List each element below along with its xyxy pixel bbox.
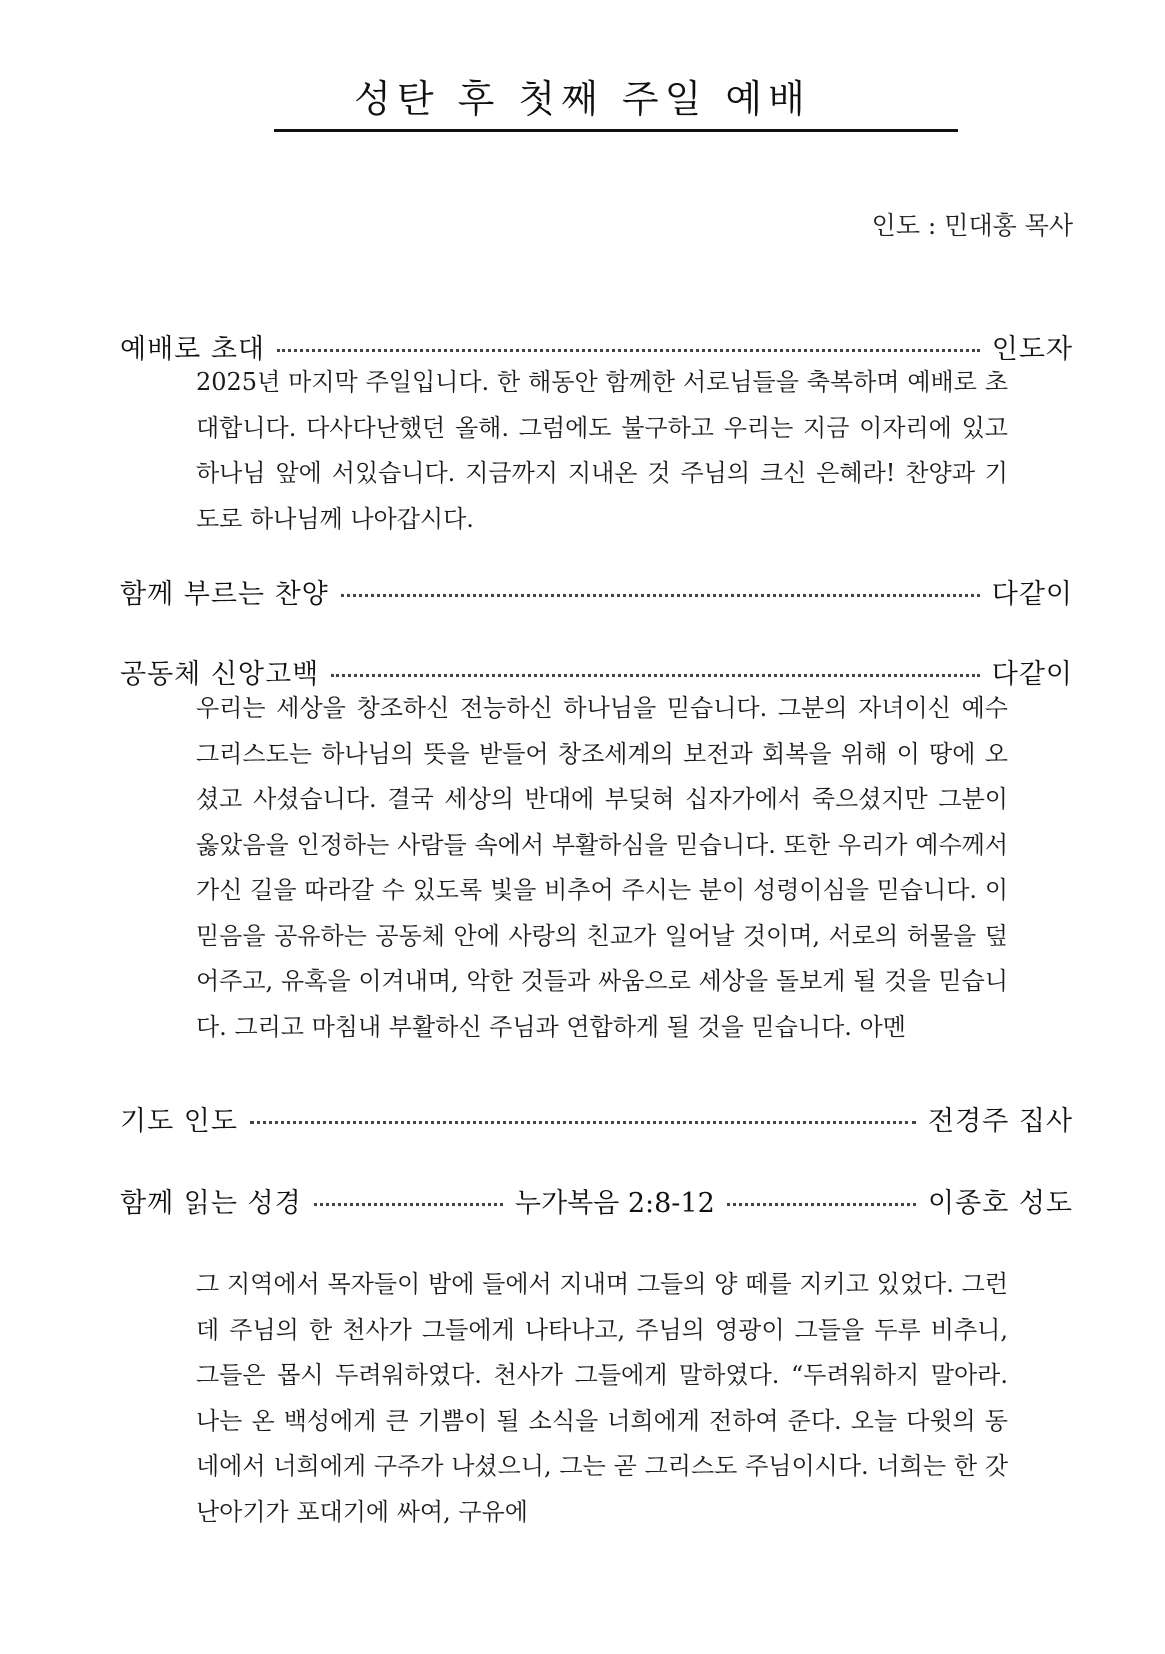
dot-leader xyxy=(341,594,980,597)
order-item-responsible: 전경주 집사 xyxy=(928,1105,1073,1137)
dot-leader xyxy=(250,1121,916,1124)
dot-leader xyxy=(314,1203,503,1206)
order-item-label: 함께 부르는 찬양 xyxy=(120,578,329,610)
order-item-scripture xyxy=(120,1180,1073,1220)
order-item-responsible: 다같이 xyxy=(991,658,1073,690)
order-item-prayer xyxy=(120,1098,1073,1138)
scripture-reference: 누가복음 2:8-12 xyxy=(514,1187,715,1219)
order-item-responsible: 인도자 xyxy=(991,333,1073,365)
order-item-hymn xyxy=(120,571,1073,611)
page-title: 성탄 후 첫째 주일 예배 xyxy=(354,77,811,121)
order-item-responsible: 이종호 성도 xyxy=(928,1187,1074,1219)
title-underline xyxy=(274,129,958,132)
order-item-responsible: 다같이 xyxy=(991,578,1073,610)
order-item-creed xyxy=(120,651,1073,691)
dot-leader xyxy=(727,1203,916,1206)
order-item-label: 예배로 초대 xyxy=(120,333,265,365)
order-item-label: 기도 인도 xyxy=(120,1105,238,1137)
invitation-text: 2025년 마지막 주일입니다. 한 해동안 함께한 서로님들을 축복하며 예배로 초대합니다. 다사다난했던 올해. 그럼에도 불구하고 우리는 지금 이자리에 있고 하나님 앞에 서있습니다. 지금까지 지내온 것 주님의 크신 은혜라! 찬양과 기도로 하나님께 나아갑시다. xyxy=(196,368,1008,533)
creed-text: 우리는 세상을 창조하신 전능하신 하나님을 믿습니다. 그분의 자녀이신 예수 그리스도는 하나님의 뜻을 받들어 창조세계의 보전과 회복을 위해 이 땅에 오셨고 사셨습니다. 결국 세상의 반대에 부딪혀 십자가에서 죽으셨지만 그분이 옳았음을 인정하는 사람들 속에서 부활하심을 믿습니다. 또한 우리가 예수께서 가신 길을 따라갈 수 있도록 빛을 비추어 주시는 분이 성령이심을 믿습니다. 이 믿음을 공유하는 공동체 안에 사랑의 친교가 일어날 것이며, 서로의 허물을 덮어주고, 유혹을 이겨내며, 악한 것들과 싸움으로 세상을 돌보게 될 것을 믿습니다. 그리고 마침내 부활하신 주님과 연합하게 될 것을 믿습니다. 아멘 xyxy=(196,694,1008,1041)
dot-leader xyxy=(331,674,980,677)
order-item-label: 함께 읽는 성경 xyxy=(120,1187,302,1219)
scripture-text: 그 지역에서 목자들이 밤에 들에서 지내며 그들의 양 떼를 지키고 있었다. 그런데 주님의 한 천사가 그들에게 나타나고, 주님의 영광이 그들을 두루 비추니, 그들은 몹시 두려워하였다. 천사가 그들에게 말하였다. “두려워하지 말아라. 나는 온 백성에게 큰 기쁨이 될 소식을 너희에게 전하여 준다. 오늘 다윗의 동네에서 너희에게 구주가 나셨으니, 그는 곧 그리스도 주님이시다. 너희는 한 갓난아기가 포대기에 싸여, 구유에 xyxy=(196,1270,1008,1526)
dot-leader xyxy=(277,349,980,352)
order-item-label: 공동체 신앙고백 xyxy=(120,658,320,690)
worship-leader: 인도 : 민대홍 목사 xyxy=(871,211,1073,240)
